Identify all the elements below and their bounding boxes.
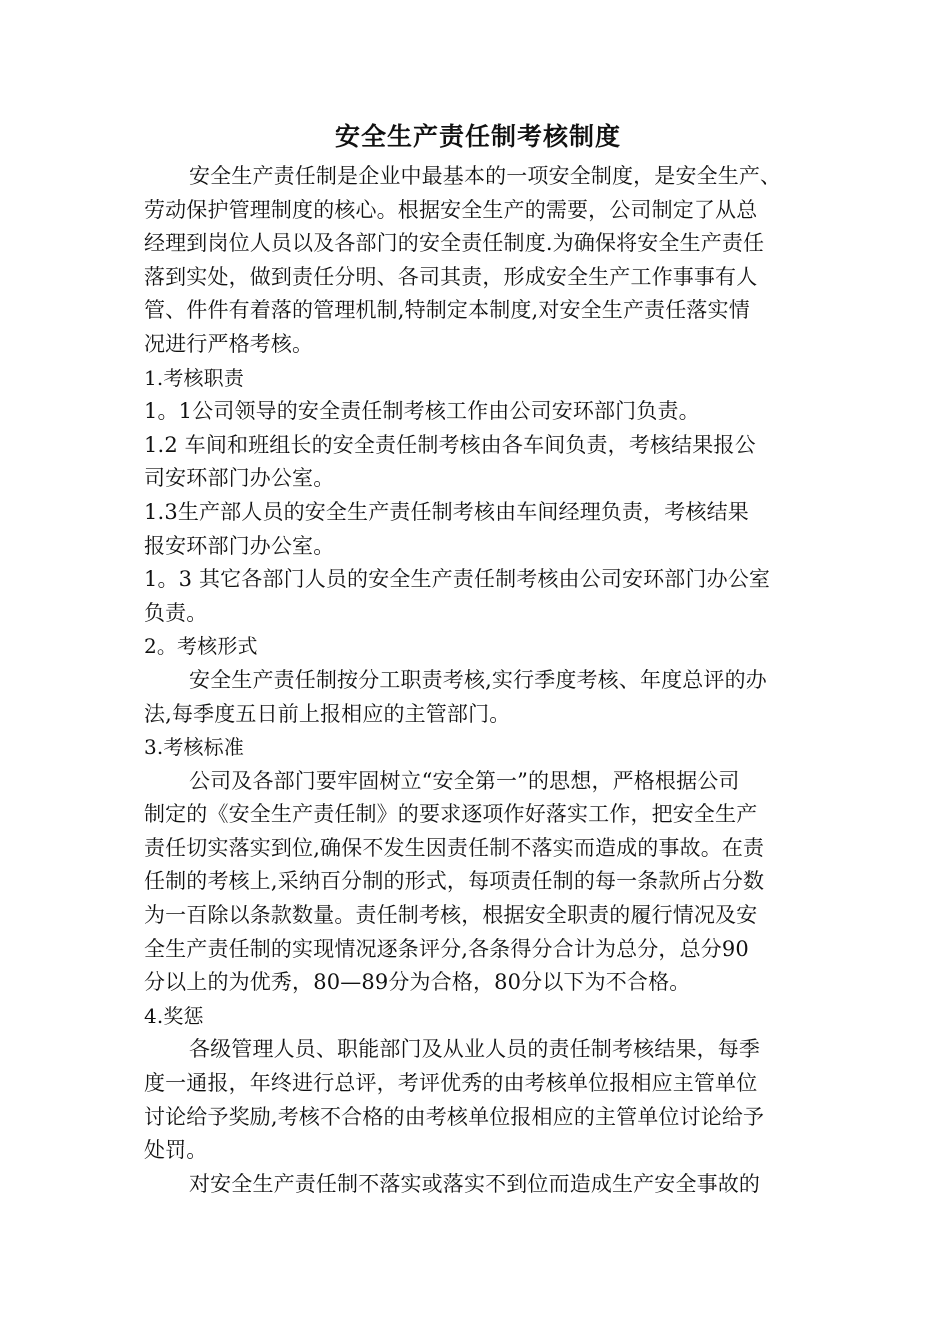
body-line: 1。1公司领导的安全责任制考核工作由公司安环部门负责。 xyxy=(144,399,700,424)
body-line: 讨论给予奖励,考核不合格的由考核单位报相应的主管单位讨论给予 xyxy=(144,1104,765,1129)
body-line: 况进行严格考核。 xyxy=(144,331,314,356)
body-line: 全生产责任制的实现情况逐条评分,各条得分合计为总分，总分90 xyxy=(144,936,749,961)
body-line: 安全生产责任制按分工职责考核,实行季度考核、年度总评的办 xyxy=(189,667,767,692)
body-line: 经理到岗位人员以及各部门的安全责任制度.为确保将安全生产责任 xyxy=(144,231,765,256)
document-title: 安全生产责任制考核制度 xyxy=(334,122,621,151)
body-line: 分以上的为优秀，80—89分为合格，80分以下为不合格。 xyxy=(144,970,691,995)
document-page xyxy=(144,118,812,1201)
body-line: 司安环部门办公室。 xyxy=(144,466,335,491)
body-line: 1.2 车间和班组长的安全责任制考核由各车间负责，考核结果报公 xyxy=(144,432,756,457)
section-heading: 1.考核职责 xyxy=(144,365,244,390)
body-line: 度一通报，年终进行总评，考评优秀的由考核单位报相应主管单位 xyxy=(144,1071,758,1096)
body-line: 对安全生产责任制不落实或落实不到位而造成生产安全事故的 xyxy=(189,1171,761,1196)
document-body xyxy=(144,160,812,1201)
body-line: 法,每季度五日前上报相应的主管部门。 xyxy=(144,701,511,726)
body-line: 制定的《安全生产责任制》的要求逐项作好落实工作，把安全生产 xyxy=(144,802,758,827)
body-line: 各级管理人员、职能部门及从业人员的责任制考核结果，每季 xyxy=(189,1037,761,1062)
section-heading: 3.考核标准 xyxy=(144,735,244,760)
body-line: 1.3生产部人员的安全生产责任制考核由车间经理负责，考核结果 xyxy=(144,499,749,524)
body-line: 落到实处，做到责任分明、各司其责，形成安全生产工作事事有人 xyxy=(144,264,758,289)
body-line: 安全生产责任制是企业中最基本的一项安全制度，是安全生产、 xyxy=(189,164,782,188)
body-line: 管、件件有着落的管理机制,特制定本制度,对安全生产责任落实情 xyxy=(144,298,750,323)
body-line: 1。3 其它各部门人员的安全生产责任制考核由公司安环部门办公室 xyxy=(144,567,771,592)
body-line: 责任切实落实到位,确保不发生因责任制不落实而造成的事故。在责 xyxy=(144,835,765,860)
body-line: 公司及各部门要牢固树立“安全第一”的思想，严格根据公司 xyxy=(189,768,740,793)
body-line: 为一百除以条款数量。责任制考核，根据安全职责的履行情况及安 xyxy=(144,903,758,928)
body-line: 劳动保护管理制度的核心。根据安全生产的需要，公司制定了从总 xyxy=(144,197,758,222)
body-line: 负责。 xyxy=(144,600,208,625)
section-heading: 2。考核形式 xyxy=(144,634,258,659)
section-heading: 4.奖惩 xyxy=(144,1003,204,1028)
body-line: 任制的考核上,采纳百分制的形式，每项责任制的每一条款所占分数 xyxy=(144,869,765,894)
body-line: 处罚。 xyxy=(144,1138,208,1163)
body-line: 报安环部门办公室。 xyxy=(144,533,335,558)
